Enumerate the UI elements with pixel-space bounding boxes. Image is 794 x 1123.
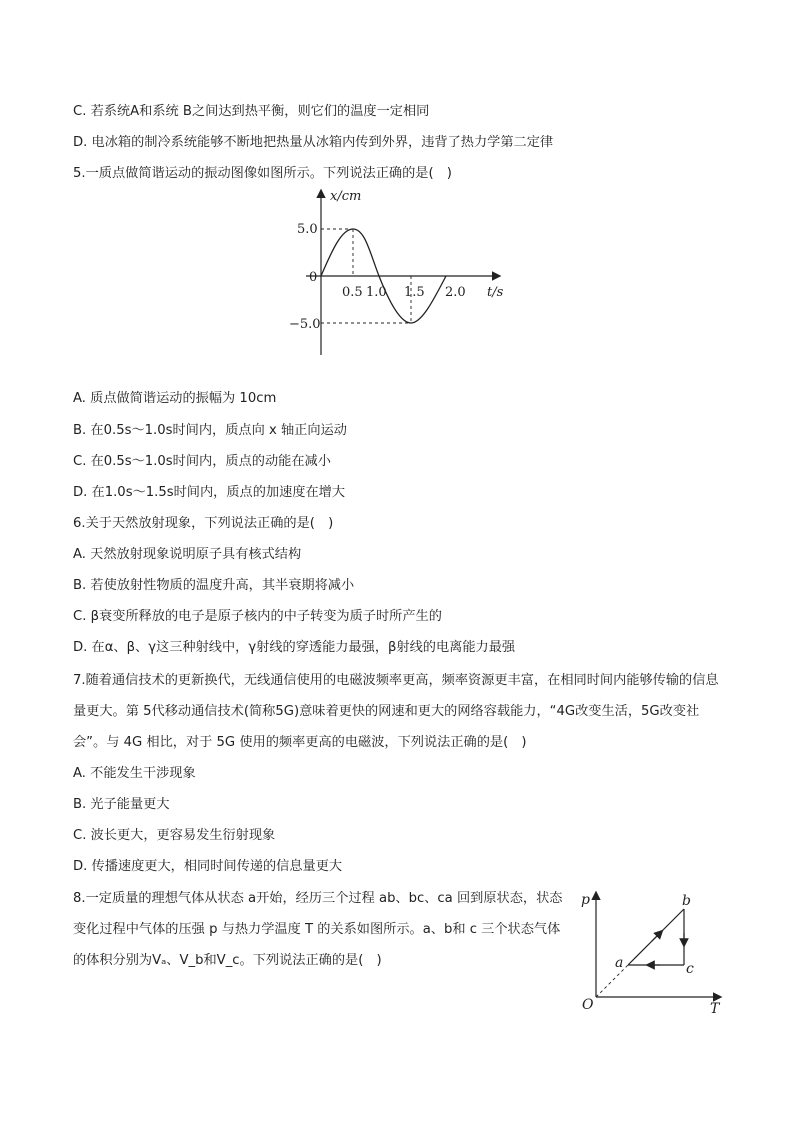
q5-option-c: C. 在0.5s～1.0s时间内，质点的动能在减小 (73, 454, 331, 469)
q5-t-label: t/s (487, 285, 504, 300)
q8-stem: 8.一定质量的理想气体从状态 a开始，经历三个过程 ab、bc、ca 回到原状态，状态变化过程中气体的压强 p 与热力学温度 T 的关系如图所示。a、b和 c 三个状态气体的体积分别为Vₐ、V_b和V_c。下列说法正确的是( ) (73, 891, 563, 968)
q8-p-label: p (581, 892, 590, 908)
q5-tick-t-1.5: 1.5 (404, 285, 425, 300)
q6-option-c: C. β衰变所释放的电子是原子核内的中子转变为质子时所产生的 (73, 609, 442, 624)
q5-option-d: D. 在1.0s～1.5s时间内，质点的加速度在增大 (73, 485, 346, 500)
q5-tick-t-0.5: 0.5 (342, 285, 363, 300)
q5-stem: 5.一质点做简谐运动的振动图像如图所示。下列说法正确的是( ) (73, 166, 452, 181)
q6-option-b: B. 若使放射性物质的温度升高，其半衰期将减小 (73, 578, 355, 593)
q7-option-d: D. 传播速度更大，相同时间传递的信息量更大 (73, 859, 343, 874)
q6-stem: 6.关于天然放射现象，下列说法正确的是( ) (73, 516, 334, 531)
q8-pt-graph (578, 887, 728, 1017)
q7-stem: 7.随着通信技术的更新换代，无线通信使用的电磁波频率更高，频率资源更丰富，在相同时间内能够传输的信息量更大。第 5代移动通信技术(简称5G)意味着更快的网速和更大的网络容载能力，“4G改变生活，5G改变社会”。与 4G 相比，对于 5G 使用的频率更高的电磁波，下列说法正确的是( ) (73, 673, 719, 750)
q8-point-c: c (686, 961, 694, 977)
q8-point-a: a (615, 955, 624, 971)
q5-tick-t-1.0: 1.0 (366, 285, 387, 300)
q7-option-b: B. 光子能量更大 (73, 797, 170, 812)
q7-option-a: A. 不能发生干涉现象 (73, 766, 196, 781)
q5-vibration-graph (289, 183, 516, 363)
q8-origin: O (582, 997, 594, 1013)
q8-t-label: T (710, 1001, 720, 1017)
q6-option-d: D. 在α、β、γ这三种射线中，γ射线的穿透能力最强，β射线的电离能力最强 (73, 640, 516, 655)
q5-tick-y-neg: −5.0 (289, 317, 321, 332)
q5-tick-t-2.0: 2.0 (445, 285, 466, 300)
q5-y-label: x/cm (330, 189, 362, 204)
q4-option-c: C. 若系统A和系统 B之间达到热平衡，则它们的温度一定相同 (73, 104, 430, 119)
q6-option-a: A. 天然放射现象说明原子具有核式结构 (73, 547, 302, 562)
q5-tick-y-pos: 5.0 (297, 222, 318, 237)
q8-arrow-ab (652, 933, 660, 941)
q4-option-d: D. 电冰箱的制冷系统能够不断地把热量从冰箱内传到外界，违背了热力学第二定律 (73, 135, 554, 150)
q8-point-b: b (682, 893, 691, 909)
q5-option-a: A. 质点做简谐运动的振幅为 10cm (73, 391, 277, 406)
q5-option-b: B. 在0.5s～1.0s时间内，质点向 x 轴正向运动 (73, 423, 347, 438)
q5-origin: 0 (309, 270, 318, 285)
q7-option-c: C. 波长更大，更容易发生衍射现象 (73, 828, 276, 843)
